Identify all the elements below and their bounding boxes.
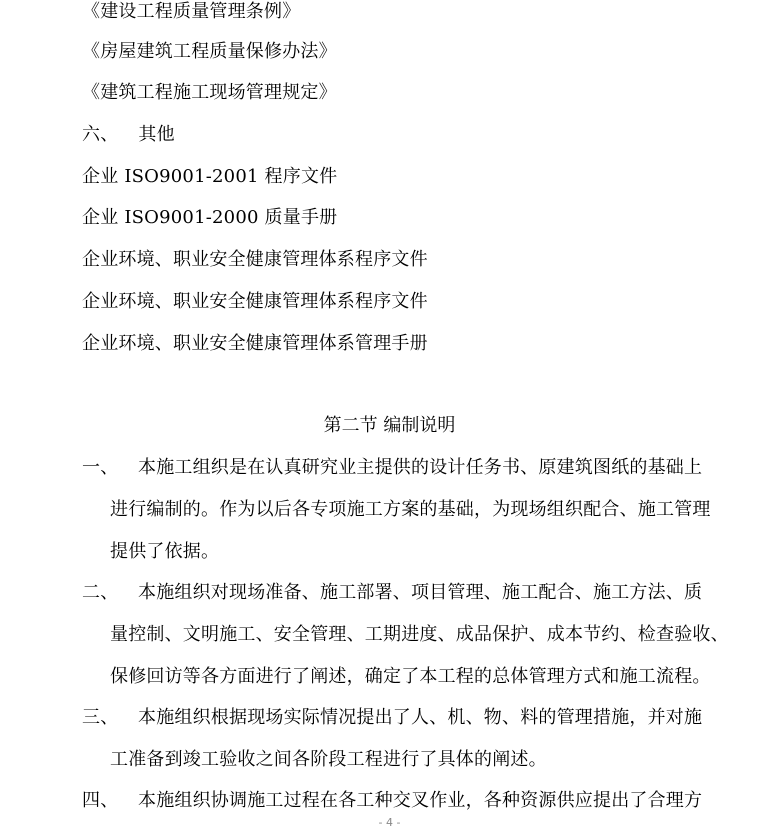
other-item: 企业环境、职业安全健康管理体系程序文件 [82,249,428,270]
other-item: 企业环境、职业安全健康管理体系管理手册 [82,333,428,354]
paragraph-line: 提供了依据。 [110,541,220,562]
paragraph-number: 三、 [82,707,119,728]
paragraph-number: 四、 [82,790,119,811]
other-item: 企业 ISO9001-2001 程序文件 [82,166,338,187]
other-item: 企业环境、职业安全健康管理体系程序文件 [82,291,428,312]
paragraph-line: 工准备到竣工验收之间各阶段工程进行了具体的阐述。 [110,749,547,770]
other-heading-label: 其他 [138,124,175,145]
paragraph-line: 量控制、文明施工、安全管理、工期进度、成品保护、成本节约、检查验收、 [110,624,729,645]
paragraph-line: 本施组织根据现场实际情况提出了人、机、物、料的管理措施，并对施 [138,707,703,728]
section-title: 第二节 编制说明 [323,415,456,436]
page-number: - 4 - [378,816,401,829]
other-heading-number: 六、 [82,124,119,145]
paragraph-line: 保修回访等各方面进行了阐述，确定了本工程的总体管理方式和施工流程。 [110,666,711,687]
paragraph-line: 本施工组织是在认真研究业主提供的设计任务书、原建筑图纸的基础上 [138,457,703,478]
reference-item: 《建设工程质量管理条例》 [82,1,301,22]
paragraph-line: 本施组织对现场准备、施工部署、项目管理、施工配合、施工方法、质 [138,582,703,603]
reference-item: 《建筑工程施工现场管理规定》 [82,82,337,103]
other-heading [82,123,175,147]
paragraph-line: 进行编制的。作为以后各专项施工方案的基础，为现场组织配合、施工管理 [110,499,711,520]
paragraph-number: 二、 [82,582,119,603]
other-item: 企业 ISO9001-2000 质量手册 [82,207,338,228]
paragraph-line: 本施组织协调施工过程在各工种交叉作业，各种资源供应提出了合理方 [138,790,703,811]
reference-item: 《房屋建筑工程质量保修办法》 [82,41,337,62]
paragraph-number: 一、 [82,457,119,478]
